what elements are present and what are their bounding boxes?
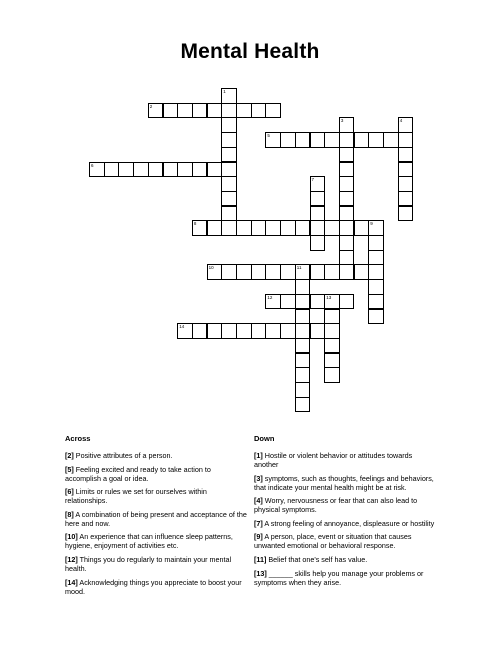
grid-cell[interactable] (221, 220, 237, 236)
grid-cell[interactable] (339, 147, 355, 163)
grid-cell[interactable] (310, 294, 326, 310)
grid-cell[interactable] (265, 103, 281, 119)
grid-cell[interactable] (310, 323, 326, 339)
clue-number: [11] (254, 554, 267, 564)
grid-cell[interactable] (265, 294, 281, 310)
grid-cell[interactable] (398, 191, 414, 207)
cell-number: 4 (399, 118, 403, 124)
clue-down-4 (254, 496, 436, 514)
grid-cell[interactable] (310, 220, 326, 236)
clue-down-11 (254, 555, 436, 564)
grid-cell[interactable] (383, 132, 399, 148)
clue-text: A combination of being present and acceptance of the here and now. (65, 509, 247, 528)
grid-cell[interactable] (324, 132, 340, 148)
clue-across-8 (65, 510, 247, 528)
grid-cell[interactable] (207, 323, 223, 339)
grid-cell[interactable] (280, 264, 296, 280)
clue-text: symptoms, such as thoughts, feelings and behaviors, that indicate your mental health might be at risk. (254, 473, 434, 492)
grid-cell[interactable] (221, 132, 237, 148)
grid-cell[interactable] (295, 294, 311, 310)
grid-cell[interactable] (221, 147, 237, 163)
clue-text: Limits or rules we set for ourselves within relationships. (65, 487, 207, 506)
grid-cell[interactable] (368, 279, 384, 295)
clue-number: [8] (65, 509, 74, 519)
grid-cell[interactable] (339, 264, 355, 280)
grid-cell[interactable] (324, 220, 340, 236)
grid-cell[interactable] (192, 162, 208, 178)
grid-cell[interactable] (368, 220, 384, 236)
grid-cell[interactable] (295, 353, 311, 369)
grid-cell[interactable] (310, 235, 326, 251)
clue-down-1 (254, 451, 436, 469)
grid-cell[interactable] (368, 250, 384, 266)
cell-number: 12 (267, 294, 273, 300)
cell-number: 3 (340, 118, 344, 124)
clue-number: [5] (65, 464, 74, 474)
grid-cell[interactable] (192, 323, 208, 339)
down-heading: Down (254, 434, 275, 443)
grid-cell[interactable] (339, 250, 355, 266)
grid-cell[interactable] (148, 162, 164, 178)
grid-cell[interactable] (398, 176, 414, 192)
grid-cell[interactable] (148, 103, 164, 119)
grid-cell[interactable] (339, 191, 355, 207)
grid-cell[interactable] (324, 264, 340, 280)
clue-down-7 (254, 519, 436, 528)
grid-cell[interactable] (221, 323, 237, 339)
clue-text: An experience that can influence sleep patterns, hygiene, enjoyment of activities etc. (65, 532, 233, 551)
clue-across-12 (65, 555, 247, 573)
grid-cell[interactable] (177, 162, 193, 178)
grid-cell[interactable] (368, 294, 384, 310)
grid-cell[interactable] (339, 162, 355, 178)
grid-cell[interactable] (324, 323, 340, 339)
clue-text: Worry, nervousness or fear that can also lead to physical symptoms. (254, 496, 418, 515)
cell-number: 2 (149, 103, 153, 109)
cell-number: 9 (370, 221, 373, 227)
clue-text: A strong feeling of annoyance, displeasure or hostility (264, 518, 435, 528)
grid-cell[interactable] (398, 147, 414, 163)
clue-number: [6] (65, 487, 74, 497)
grid-cell[interactable] (236, 220, 252, 236)
clue-text: A person, place, event or situation that causes unwanted emotional or behavioral response. (254, 532, 412, 551)
grid-cell[interactable] (368, 264, 384, 280)
grid-cell[interactable] (192, 103, 208, 119)
grid-cell[interactable] (398, 162, 414, 178)
clue-text: Positive attributes of a person. (75, 451, 173, 460)
grid-cell[interactable] (265, 132, 281, 148)
clue-text: Acknowledging things you appreciate to boost your mood. (65, 577, 242, 596)
grid-cell[interactable] (221, 103, 237, 119)
grid-cell[interactable] (177, 103, 193, 119)
grid-cell[interactable] (280, 294, 296, 310)
clue-number: [13] (254, 568, 267, 578)
grid-cell[interactable] (295, 323, 311, 339)
grid-cell[interactable] (251, 103, 267, 119)
grid-cell[interactable] (339, 220, 355, 236)
grid-cell[interactable] (192, 220, 208, 236)
cell-number: 13 (326, 294, 332, 300)
grid-cell[interactable] (339, 117, 355, 133)
grid-cell[interactable] (236, 323, 252, 339)
grid-cell[interactable] (354, 132, 370, 148)
grid-cell[interactable] (163, 162, 179, 178)
grid-cell[interactable] (310, 191, 326, 207)
grid-cell[interactable] (207, 264, 223, 280)
grid-cell[interactable] (265, 323, 281, 339)
grid-cell[interactable] (251, 220, 267, 236)
clue-text: Feeling excited and ready to take action to accomplish a goal or idea. (65, 464, 211, 483)
grid-cell[interactable] (339, 206, 355, 222)
grid-cell[interactable] (398, 117, 414, 133)
grid-cell[interactable] (368, 132, 384, 148)
grid-cell[interactable] (163, 103, 179, 119)
grid-cell[interactable] (133, 162, 149, 178)
grid-cell[interactable] (89, 162, 105, 178)
grid-cell[interactable] (207, 103, 223, 119)
grid-cell[interactable] (295, 367, 311, 383)
grid-cell[interactable] (295, 264, 311, 280)
clue-text: ______ skills help you manage your problems or symptoms when they arise. (254, 568, 424, 587)
clue-number: [9] (254, 532, 263, 542)
clue-number: [14] (65, 577, 78, 587)
cell-number: 5 (267, 133, 270, 139)
grid-cell[interactable] (295, 132, 311, 148)
grid-cell[interactable] (310, 176, 326, 192)
grid-cell[interactable] (310, 264, 326, 280)
cell-number: 14 (179, 324, 185, 330)
grid-cell[interactable] (295, 309, 311, 325)
clue-text: Belief that one's self has value. (268, 554, 368, 564)
grid-cell[interactable] (221, 117, 237, 133)
clue-across-6 (65, 487, 247, 505)
cell-number: 7 (311, 177, 315, 183)
grid-cell[interactable] (221, 88, 237, 104)
grid-cell[interactable] (324, 353, 340, 369)
grid-cell[interactable] (368, 235, 384, 251)
grid-cell[interactable] (265, 220, 281, 236)
grid-cell[interactable] (251, 323, 267, 339)
clue-number: [10] (65, 532, 78, 542)
grid-cell[interactable] (398, 132, 414, 148)
clue-down-9 (254, 532, 436, 550)
grid-cell[interactable] (221, 176, 237, 192)
clue-number: [2] (65, 451, 74, 460)
clue-across-5 (65, 465, 247, 483)
grid-cell[interactable] (221, 191, 237, 207)
clue-text: Hostile or violent behavior or attitudes towards another (254, 451, 413, 469)
clue-across-10 (65, 532, 247, 550)
clue-text: Things you do regularly to maintain your mental health. (65, 554, 232, 573)
grid-cell[interactable] (118, 162, 134, 178)
grid-cell[interactable] (354, 264, 370, 280)
grid-cell[interactable] (221, 162, 237, 178)
grid-cell[interactable] (310, 132, 326, 148)
grid-cell[interactable] (339, 176, 355, 192)
grid-cell[interactable] (354, 220, 370, 236)
cell-number: 8 (193, 221, 197, 227)
grid-cell[interactable] (104, 162, 120, 178)
grid-cell[interactable] (295, 338, 311, 354)
grid-cell[interactable] (310, 206, 326, 222)
grid-cell[interactable] (339, 294, 355, 310)
grid-cell[interactable] (251, 264, 267, 280)
down-clues (254, 451, 436, 591)
grid-cell[interactable] (236, 264, 252, 280)
clue-number: [12] (65, 554, 78, 564)
grid-cell[interactable] (177, 323, 193, 339)
page-title: Mental Health (180, 40, 320, 63)
grid-cell[interactable] (324, 309, 340, 325)
grid-cell[interactable] (324, 294, 340, 310)
grid-cell[interactable] (221, 264, 237, 280)
grid-cell[interactable] (236, 103, 252, 119)
grid-cell[interactable] (207, 162, 223, 178)
clue-across-14 (65, 578, 247, 596)
clue-number: [3] (254, 473, 263, 483)
grid-cell[interactable] (368, 309, 384, 325)
grid-cell[interactable] (295, 220, 311, 236)
clue-number: [7] (254, 518, 263, 528)
grid-cell[interactable] (295, 397, 311, 413)
grid-cell[interactable] (398, 206, 414, 222)
grid-cell[interactable] (324, 338, 340, 354)
clue-down-3 (254, 474, 436, 492)
clue-down-13 (254, 569, 436, 587)
grid-cell[interactable] (280, 323, 296, 339)
clue-number: [4] (254, 496, 263, 506)
clue-across-2 (65, 451, 247, 460)
grid-cell[interactable] (339, 132, 355, 148)
grid-cell[interactable] (280, 132, 296, 148)
clue-number: [1] (254, 451, 263, 460)
grid-cell[interactable] (339, 235, 355, 251)
grid-cell[interactable] (280, 220, 296, 236)
grid-cell[interactable] (324, 367, 340, 383)
grid-cell[interactable] (295, 382, 311, 398)
grid-cell[interactable] (221, 206, 237, 222)
grid-cell[interactable] (207, 220, 223, 236)
cell-number: 11 (296, 265, 302, 271)
cell-number: 6 (91, 162, 94, 168)
cell-number: 1 (223, 89, 226, 94)
grid-cell[interactable] (295, 279, 311, 295)
across-heading: Across (65, 434, 91, 443)
cell-number: 10 (208, 265, 214, 271)
across-clues (65, 451, 247, 600)
grid-cell[interactable] (265, 264, 281, 280)
